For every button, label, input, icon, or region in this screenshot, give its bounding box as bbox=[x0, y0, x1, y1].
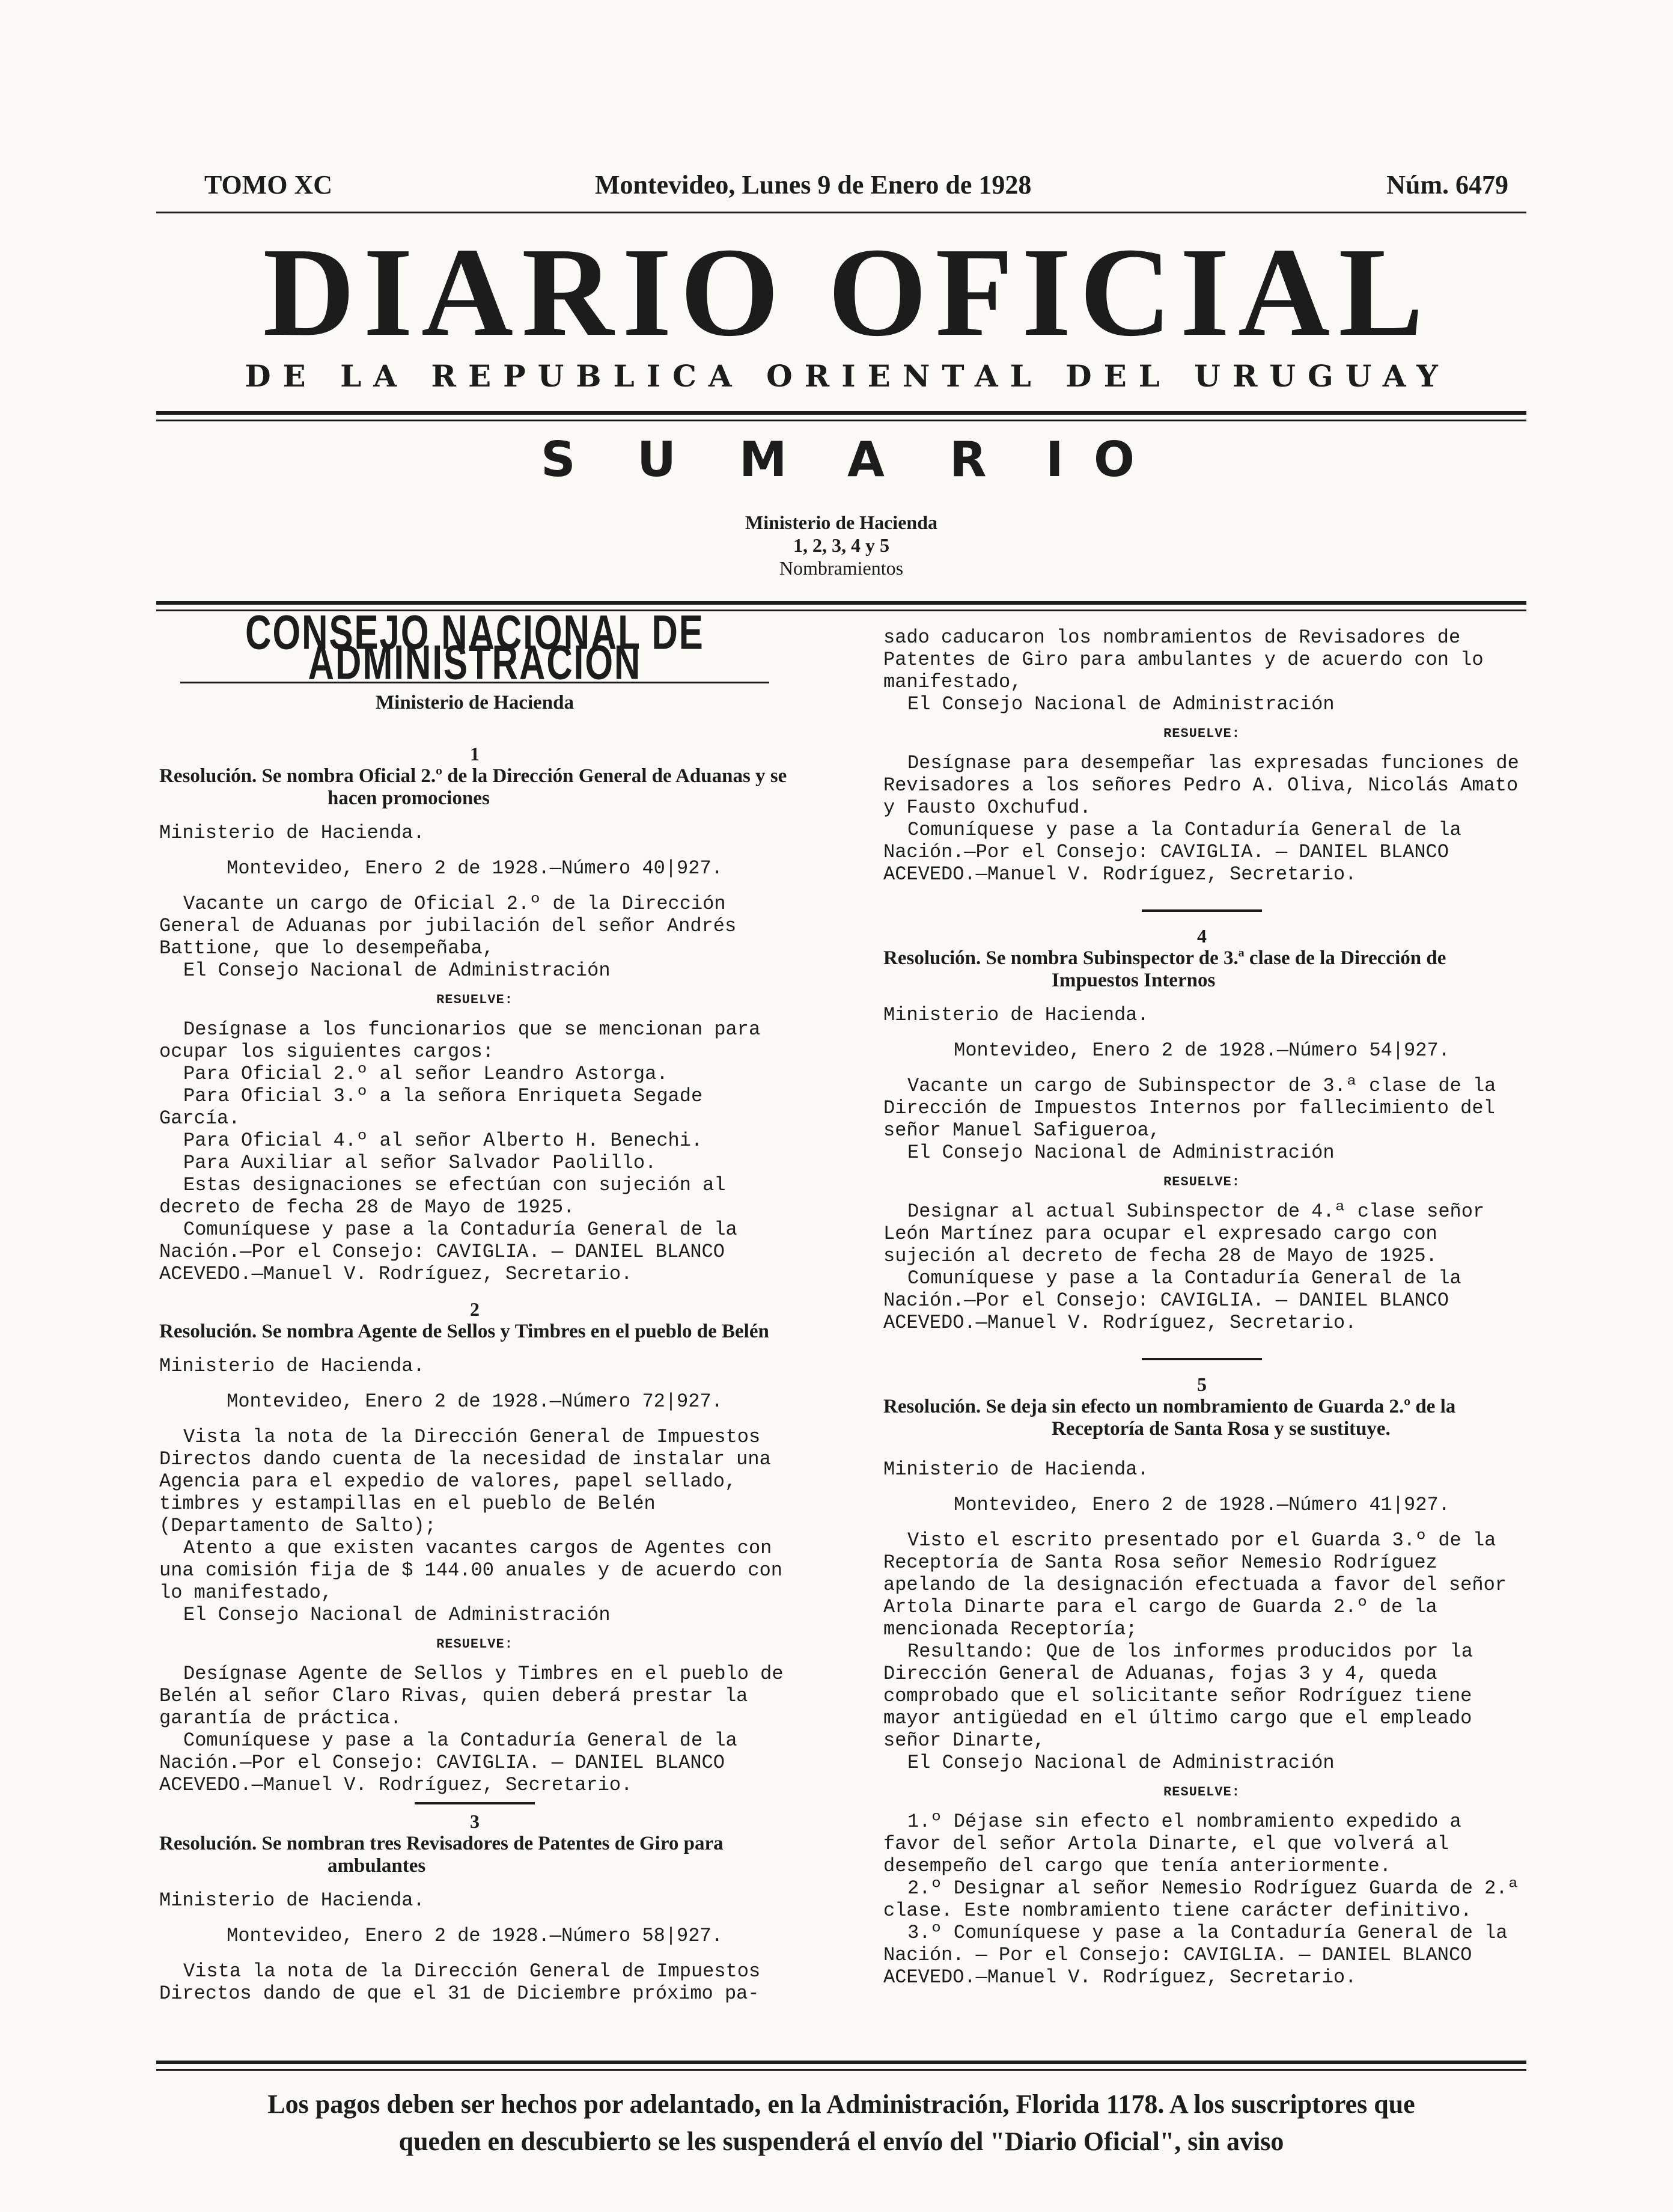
resuelve-label: RESUELVE: bbox=[436, 992, 513, 1007]
council-title: CONSEJO NACIONAL DE ADMINISTRACIÓN bbox=[245, 605, 704, 690]
header-line bbox=[204, 170, 1508, 206]
resolution-date: Montevideo, Enero 2 de 1928.—Número 54|927. bbox=[954, 1039, 1450, 1062]
resolution-text: El Consejo Nacional de Administración bbox=[907, 1141, 1335, 1164]
resolution-ministry: Ministerio de Hacienda. bbox=[883, 1458, 1149, 1480]
sumario-heading bbox=[541, 432, 1142, 498]
summary-contents bbox=[601, 511, 1082, 579]
ministry-heading: Ministerio de Hacienda bbox=[376, 692, 574, 713]
sumario-letter: I bbox=[1046, 432, 1064, 487]
resolution-ministry: Ministerio de Hacienda. bbox=[883, 1004, 1149, 1026]
subscription-notice bbox=[144, 2086, 1538, 2160]
resolution-heading: Resolución. Se nombra Subinspector de 3.ª clase de la Dirección de Impuestos Internos bbox=[883, 947, 1451, 991]
resolution-date: Montevideo, Enero 2 de 1928.—Número 41|927. bbox=[954, 1494, 1450, 1516]
resolution-heading: Resolución. Se nombra Agente de Sellos y Timbres en el pueblo de Belén bbox=[159, 1321, 769, 1342]
sumario-letter: S bbox=[541, 432, 576, 487]
header-rule bbox=[156, 212, 1526, 213]
resolution-text: Vista la nota de la Dirección General de Impuestos Directos dando cuenta de la necesidad de instalar una Agencia para el expedio de valores, papel sellado, timbres y estampillas en el pueblo de Belén (Departamento de Salto); bbox=[159, 1426, 782, 1537]
separator-rule bbox=[1142, 909, 1262, 912]
resuelve-label: RESUELVE: bbox=[1163, 1785, 1240, 1800]
resolution-text: Estas designaciones se efectúan con sujeción al decreto de fecha 28 de Mayo de 1925. bbox=[159, 1174, 737, 1218]
issue-date: Montevideo, Lunes 9 de Enero de 1928 bbox=[595, 170, 1032, 200]
resolution-text: Desígnase a los funcionarios que se mencionan para ocupar los siguientes cargos: bbox=[159, 1018, 772, 1063]
resolution-text: Visto el escrito presentado por el Guarda 3.º de la Receptoría de Santa Rosa señor Nemesio Rodríguez apelando de la designación efectuada a favor del señor Artola Dinarte para el cargo de Guarda 2.º de la mencionada Receptoría; bbox=[883, 1529, 1519, 1640]
section-rule bbox=[156, 601, 1526, 605]
resolution-text: El Consejo Nacional de Administración bbox=[907, 1752, 1335, 1774]
resolution-text: Vacante un cargo de Subinspector de 3.ª clase de la Dirección de Impuestos Internos por fallecimiento del señor Manuel Safigueroa, bbox=[883, 1075, 1508, 1141]
resuelve-label: RESUELVE: bbox=[1163, 1175, 1240, 1190]
resolution-closing: Comuníquese y pase a la Contaduría General de la Nación.—Por el Consejo: CAVIGLIA. — DANIEL BLANCO ACEVEDO.—Manuel V. Rodríguez, Secretario. bbox=[159, 1729, 749, 1796]
appointment-line: Para Auxiliar al señor Salvador Paolillo. bbox=[183, 1152, 657, 1174]
resolution-text: El Consejo Nacional de Administración bbox=[907, 693, 1335, 715]
masthead-rule-thin bbox=[156, 420, 1526, 421]
resolution-ministry: Ministerio de Hacienda. bbox=[159, 822, 425, 844]
resolution-point: 2.º Designar al señor Nemesio Rodríguez Guarda de 2.ª clase. Este nombramiento tiene carácter definitivo. bbox=[883, 1877, 1531, 1922]
resolution-heading: Resolución. Se nombra Oficial 2.º de la Dirección General de Aduanas y se hacen promociones bbox=[159, 765, 792, 809]
resolution-number: 4 bbox=[1197, 925, 1207, 947]
summary-ministry: Ministerio de Hacienda bbox=[745, 512, 937, 533]
resolution-number: 5 bbox=[1197, 1373, 1207, 1395]
resolution-closing: Comuníquese y pase a la Contaduría General de la Nación.—Por el Consejo: CAVIGLIA. — DANIEL BLANCO ACEVEDO.—Manuel V. Rodríguez, Secretario. bbox=[883, 1267, 1473, 1334]
sumario-letter: U bbox=[637, 432, 676, 487]
resolution-text: Desígnase para desempeñar las expresadas funciones de Revisadores a los señores Pedro A. Oliva, Nicolás Amato y Fausto Oxchufud. bbox=[883, 752, 1531, 819]
resolution-text: Vista la nota de la Dirección General de Impuestos Directos dando de que el 31 de Diciembre próximo pa- bbox=[159, 1960, 772, 2005]
summary-items: 1, 2, 3, 4 y 5 bbox=[793, 534, 889, 556]
issue-number: Núm. 6479 bbox=[1386, 170, 1508, 200]
sumario-letter: O bbox=[1094, 432, 1135, 487]
footer-rule bbox=[156, 2061, 1526, 2064]
resolution-text: Desígnase Agente de Sellos y Timbres en el pueblo de Belén al señor Claro Rivas, quien deberá prestar la garantía de práctica. bbox=[159, 1663, 795, 1729]
resolution-number: 2 bbox=[470, 1298, 480, 1320]
resolution-point: 3.º Comuníquese y pase a la Contaduría General de la Nación. — Por el Consejo: CAVIGLIA. — DANIEL BLANCO ACEVEDO.—Manuel V. Rodríguez, Secretario. bbox=[883, 1922, 1519, 1988]
appointment-line: Para Oficial 3.º a la señora Enriqueta Segade García. bbox=[159, 1085, 715, 1129]
appointment-line: Para Oficial 4.º al señor Alberto H. Benechi. bbox=[183, 1129, 703, 1152]
resolution-text: Vacante un cargo de Oficial 2.º de la Dirección General de Aduanas por jubilación del señor Andrés Battione, que lo desempeñaba, bbox=[159, 893, 748, 959]
resuelve-label: RESUELVE: bbox=[436, 1637, 513, 1652]
resolution-text: Designar al actual Subinspector de 4.ª clase señor León Martínez para ocupar el expresado cargo con sujeción al decreto de fecha 28 de Mayo de 1925. bbox=[883, 1200, 1496, 1267]
sumario-letter: R bbox=[949, 432, 987, 487]
sumario-letter: M bbox=[739, 432, 787, 487]
resolution-number: 3 bbox=[470, 1810, 480, 1832]
right-column bbox=[883, 626, 1531, 1988]
resolution-ministry: Ministerio de Hacienda. bbox=[159, 1355, 425, 1377]
notice-line: queden en descubierto se les suspenderá el envío del "Diario Oficial", sin aviso bbox=[398, 2127, 1284, 2156]
masthead-rule bbox=[156, 411, 1526, 415]
resolution-closing: Comuníquese y pase a la Contaduría General de la Nación.—Por el Consejo: CAVIGLIA. — DANIEL BLANCO ACEVEDO.—Manuel V. Rodríguez, Secretario. bbox=[159, 1218, 749, 1285]
resuelve-label: RESUELVE: bbox=[1163, 726, 1240, 741]
appointment-line: Para Oficial 2.º al señor Leandro Astorga. bbox=[183, 1063, 668, 1085]
volume-label: TOMO XC bbox=[204, 170, 333, 200]
masthead-title: DIARIO OFICIAL bbox=[263, 221, 1432, 362]
separator-rule bbox=[415, 1802, 535, 1804]
resolution-text: Atento a que existen vacantes cargos de Agentes con una comisión fija de $ 144.00 anuales y de acuerdo con lo manifestado, bbox=[159, 1537, 794, 1604]
resolution-point: 1.º Déjase sin efecto el nombramiento expedido a favor del señor Artola Dinarte, el que volverá al desempeño del cargo que tenía anteriormente. bbox=[883, 1810, 1473, 1877]
summary-topic: Nombramientos bbox=[779, 557, 904, 579]
resolution-heading: Resolución. Se nombran tres Revisadores de Patentes de Giro para ambulantes bbox=[159, 1833, 728, 1877]
left-column bbox=[159, 605, 795, 2005]
masthead-subtitle: DE LA REPUBLICA ORIENTAL DEL URUGUAY bbox=[245, 358, 1450, 394]
separator-rule bbox=[1142, 1358, 1262, 1360]
footer-rule-thin bbox=[156, 2069, 1526, 2071]
resolution-date: Montevideo, Enero 2 de 1928.—Número 58|927. bbox=[227, 1925, 723, 1947]
resolution-heading: Resolución. Se deja sin efecto un nombramiento de Guarda 2.º de la Receptoría de Santa Rosa y se sustituye. bbox=[883, 1396, 1461, 1440]
resolution-closing: Comuníquese y pase a la Contaduría General de la Nación.—Por el Consejo: CAVIGLIA. — DANIEL BLANCO ACEVEDO.—Manuel V. Rodríguez, Secretario. bbox=[883, 819, 1473, 885]
resolution-text: sado caducaron los nombramientos de Revisadores de Patentes de Giro para ambulantes y de acuerdo con lo manifestado, bbox=[883, 626, 1495, 693]
resolution-text: El Consejo Nacional de Administración bbox=[183, 959, 611, 982]
resolution-text: Resultando: Que de los informes producidos por la Dirección General de Aduanas, fojas 3 y 4, queda comprobado que el solicitante señor Rodríguez tiene mayor antigüedad en el último cargo que el empleado señor Dinarte, bbox=[883, 1640, 1485, 1752]
notice-line: Los pagos deben ser hechos por adelantado, en la Administración, Florida 1178. A los suscriptores que bbox=[267, 2089, 1415, 2119]
resolution-date: Montevideo, Enero 2 de 1928.—Número 40|927. bbox=[227, 857, 723, 879]
sumario-letter: A bbox=[847, 432, 885, 487]
resolution-ministry: Ministerio de Hacienda. bbox=[159, 1889, 425, 1911]
resolution-text: El Consejo Nacional de Administración bbox=[183, 1604, 611, 1626]
resolution-date: Montevideo, Enero 2 de 1928.—Número 72|927. bbox=[227, 1390, 723, 1413]
resolution-number: 1 bbox=[470, 743, 480, 765]
